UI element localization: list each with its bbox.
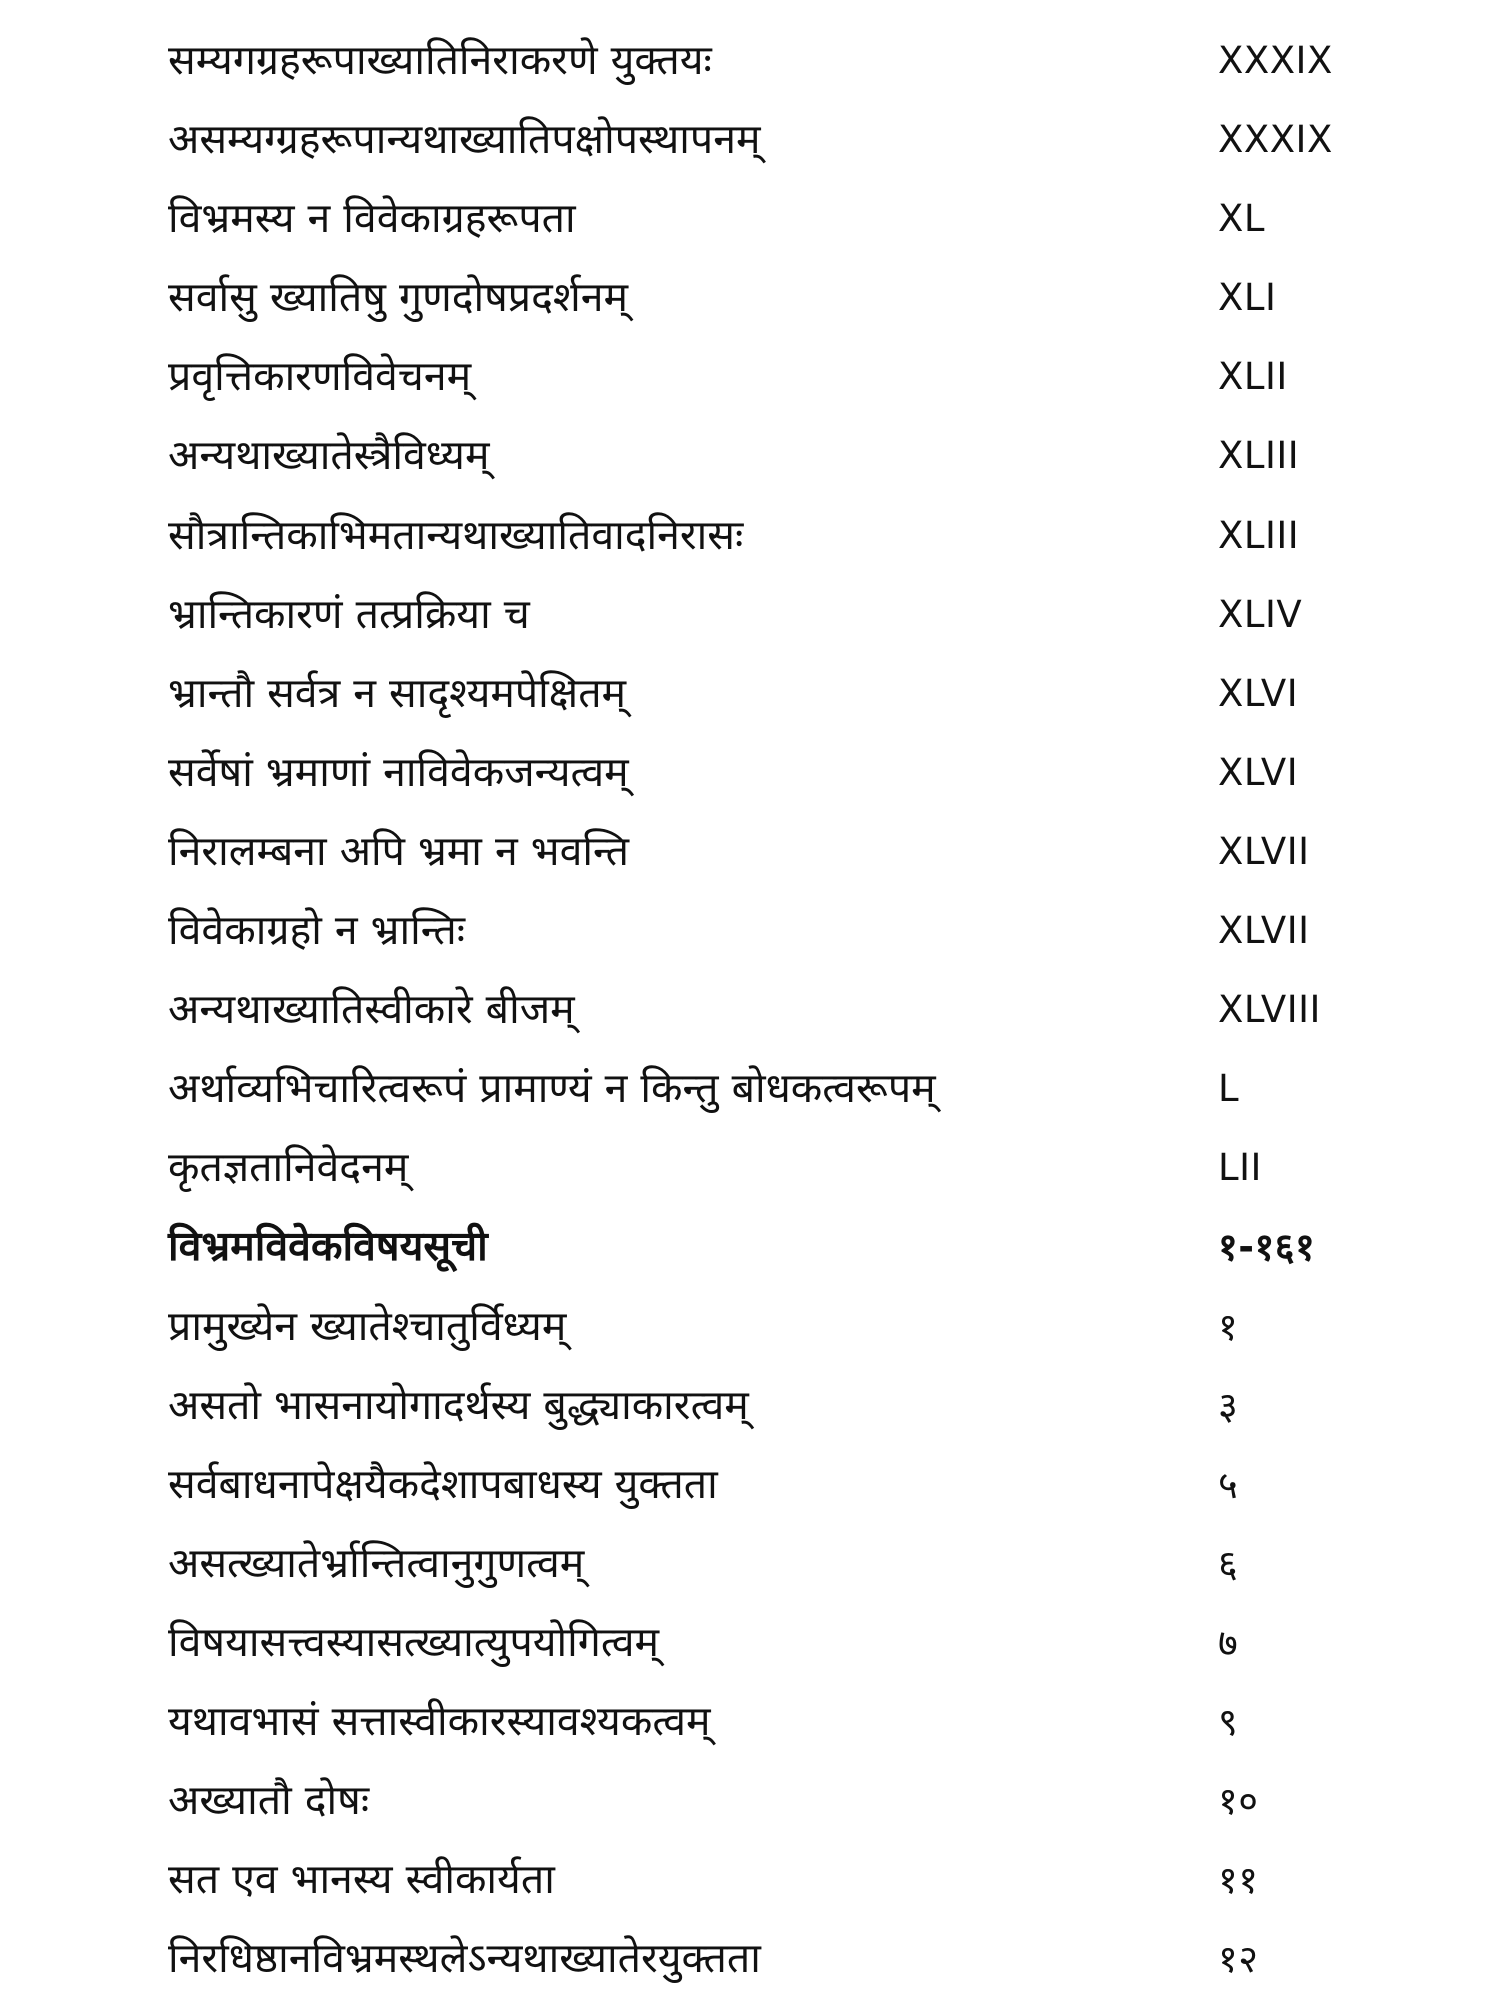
toc-entry-title: विभ्रमस्य न विवेकाग्रहरूपता [168,194,576,243]
toc-entry-title: अन्यथाख्यातिस्वीकारे बीजम् [168,985,575,1034]
toc-entry-title: सौत्रान्तिकाभिमतान्यथाख्यातिवादनिरासः [168,510,744,559]
toc-entry-page: ९ [1218,1699,1239,1744]
toc-entry-title: सर्वेषां भ्रमाणां नाविवेकजन्यत्वम् [168,747,629,796]
toc-entry-title: असम्यग्ग्रहरूपान्यथाख्यातिपक्षोपस्थापनम् [168,115,761,164]
toc-entry [0,417,1500,496]
toc-entry [0,497,1500,576]
toc-entry-page: ३ [1218,1383,1239,1428]
toc-entry-page: XLVI [1218,671,1299,715]
toc-entry-page: ५ [1218,1462,1239,1507]
toc-section-heading [0,1208,1500,1287]
toc-entry [0,1288,1500,1367]
toc-entry [0,1446,1500,1525]
toc-entry-title: विवेकाग्रहो न भ्रान्तिः [168,906,465,955]
toc-entry-page: XLVI [1218,750,1299,794]
toc-entry-page: XLVII [1218,909,1310,953]
toc-entry-page: XLVIII [1218,988,1321,1032]
toc-entry-title: निरधिष्ठानविभ्रमस्थलेऽन्यथाख्यातेरयुक्तता [168,1934,761,1983]
toc-entry [0,1762,1500,1841]
toc-entry-title: भ्रान्तिकारणं तत्प्रक्रिया च [168,589,530,638]
toc-entry-page: LII [1218,1146,1262,1190]
toc-entry-page: १२ [1218,1937,1259,1982]
toc-entry [0,101,1500,180]
toc-entry [0,259,1500,338]
toc-entry-title: कृतज्ञतानिवेदनम् [168,1143,409,1192]
toc-entry-page: XLVII [1218,829,1310,873]
toc-entry-title: असत्ख्यातेर्भ्रान्तित्वानुगुणत्वम् [168,1538,585,1587]
toc-entry-title: विषयासत्त्वस्यासत्ख्यात्युपयोगित्वम् [168,1617,660,1666]
toc-entry [0,892,1500,971]
toc-entry [0,180,1500,259]
toc-entry [0,338,1500,417]
toc-entry [0,655,1500,734]
toc-entry [0,813,1500,892]
toc-entry-page: १ [1218,1304,1239,1349]
toc-entry-title: सत एव भानस्य स्वीकार्यता [168,1855,555,1904]
toc-entry-title: निरालम्बना अपि भ्रमा न भवन्ति [168,826,629,875]
toc-entry-page: ७ [1218,1620,1239,1665]
toc-entry [0,1050,1500,1129]
toc-entry-page: XLIV [1218,592,1303,636]
toc-entry-title: सर्वबाधनापेक्षयैकदेशापबाधस्य युक्तता [168,1459,718,1508]
toc-entry-title: प्रामुख्येन ख्यातेश्चातुर्विध्यम् [168,1301,567,1350]
toc-entry-page: XLII [1218,355,1288,399]
toc-entry [0,1683,1500,1762]
toc-entry [0,971,1500,1050]
toc-section-title: विभ्रमविवेकविषयसूची [168,1222,488,1271]
toc-entry-title: अख्यातौ दोषः [168,1776,370,1825]
toc-entry [0,22,1500,101]
table-of-contents [0,22,1500,1999]
toc-entry-page: XLIII [1218,513,1300,557]
toc-entry-page: ११ [1218,1858,1259,1903]
toc-entry-title: सर्वासु ख्यातिषु गुणदोषप्रदर्शनम् [168,273,629,322]
toc-entry [0,1841,1500,1920]
toc-entry-title: असतो भासनायोगादर्थस्य बुद्ध्याकारत्वम् [168,1380,749,1429]
toc-entry-title: अन्यथाख्यातेस्त्रैविध्यम् [168,431,490,480]
toc-entry [0,734,1500,813]
toc-entry-title: प्रवृत्तिकारणविवेचनम् [168,352,472,401]
toc-entry-page: XL [1218,197,1265,241]
toc-section-page-range: १-१६१ [1218,1225,1316,1270]
toc-entry-page: XLIII [1218,434,1300,478]
toc-entry-page: XXXIX [1218,39,1333,82]
toc-entry-page: L [1218,1067,1240,1111]
toc-entry-title: सम्यगग्रहरूपाख्यातिनिराकरणे युक्तयः [168,36,712,84]
toc-entry-title: भ्रान्तौ सर्वत्र न सादृश्यमपेक्षितम् [168,668,627,717]
toc-entry-page: XXXIX [1218,118,1333,162]
toc-entry [0,576,1500,655]
toc-entry-page: XLI [1218,276,1277,320]
toc-entry-title: अर्थाव्यभिचारित्वरूपं प्रामाण्यं न किन्तु बोधकत्वरूपम् [168,1064,936,1113]
toc-entry [0,1604,1500,1683]
toc-entry [0,1367,1500,1446]
toc-entry [0,1525,1500,1604]
toc-entry [0,1920,1500,1999]
toc-entry-page: १० [1218,1779,1259,1824]
toc-entry [0,1129,1500,1208]
toc-entry-title: यथावभासं सत्तास्वीकारस्यावश्यकत्वम् [168,1696,711,1745]
toc-entry-page: ६ [1218,1541,1239,1586]
